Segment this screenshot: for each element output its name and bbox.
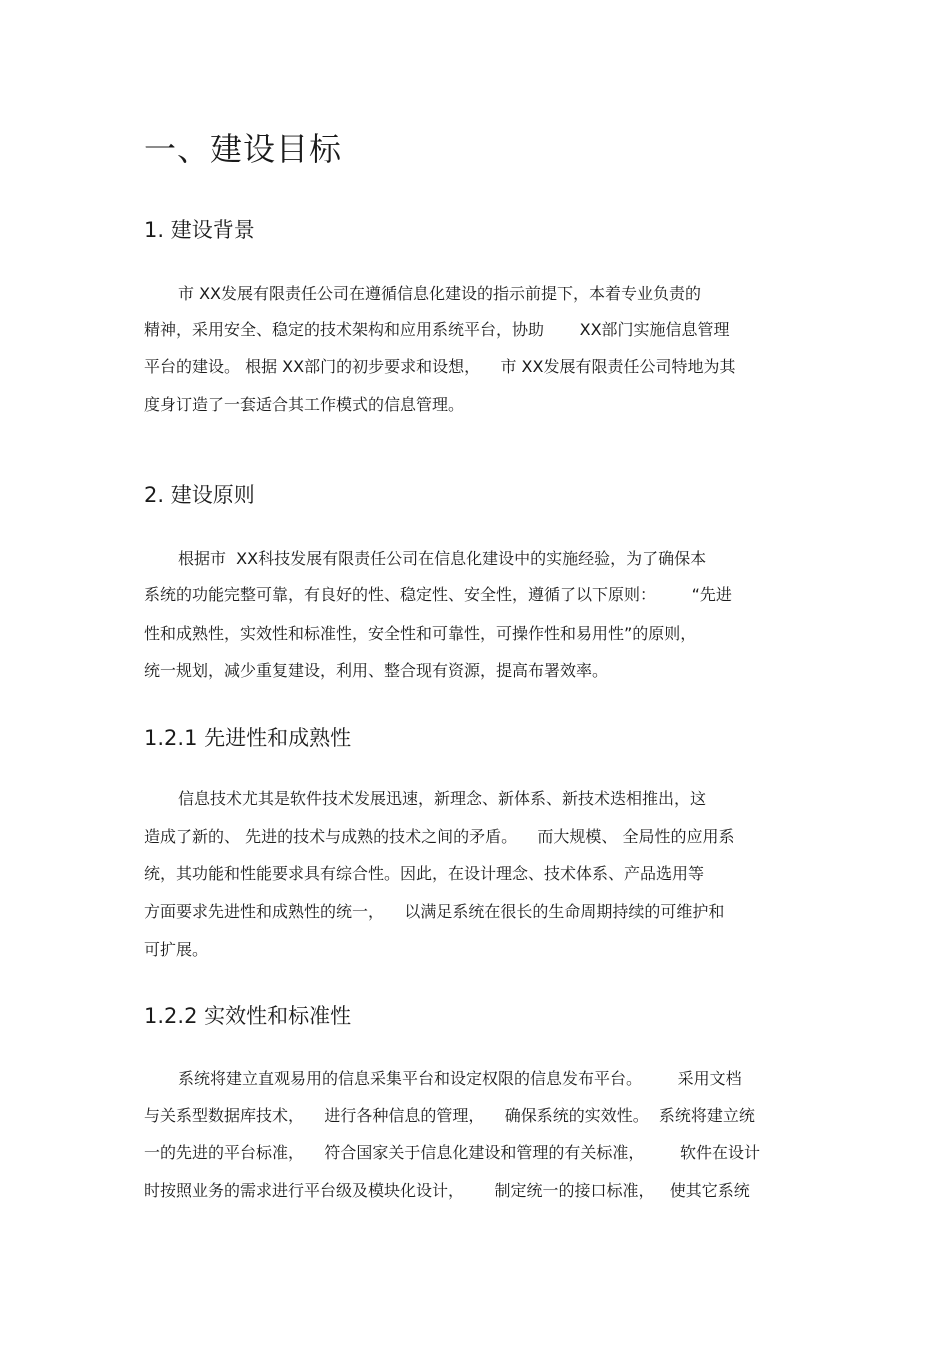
paragraph-line: 造成了新的、 先进的技术与成熟的技术之间的矛盾。 而大规模、 全局性的应用系 <box>144 827 735 846</box>
section-heading-principles: 2. 建设原则 <box>144 483 255 507</box>
paragraph-line: 根据市 XX科技发展有限责任公司在信息化建设中的实施经验，为了确保本 <box>178 549 707 568</box>
paragraph-line: 度身订造了一套适合其工作模式的信息管理。 <box>144 395 465 414</box>
paragraph-line: 一的先进的平台标准， 符合国家关于信息化建设和管理的有关标准， 软件在设计 <box>144 1143 760 1162</box>
paragraph-line: 系统的功能完整可靠，有良好的性、稳定性、安全性，遵循了以下原则： “先进 <box>144 585 732 604</box>
paragraph-line: 市 XX发展有限责任公司在遵循信息化建设的指示前提下，本着专业负责的 <box>178 284 702 303</box>
paragraph-line: 统一规划，减少重复建设，利用、整合现有资源，提高布署效率。 <box>144 661 609 680</box>
paragraph-line: 可扩展。 <box>144 940 209 959</box>
paragraph-line: 与关系型数据库技术， 进行各种信息的管理， 确保系统的实效性。 系统将建立统 <box>144 1106 755 1125</box>
paragraph-line: 系统将建立直观易用的信息采集平台和设定权限的信息发布平台。 采用文档 <box>178 1069 742 1088</box>
paragraph-line: 方面要求先进性和成熟性的统一， 以满足系统在很长的生命周期持续的可维护和 <box>144 902 725 921</box>
paragraph-line: 时按照业务的需求进行平台级及模块化设计， 制定统一的接口标准， 使其它系统 <box>144 1181 750 1200</box>
section-heading-background: 1. 建设背景 <box>144 218 255 242</box>
paragraph-line: 统，其功能和性能要求具有综合性。因此，在设计理念、技术体系、产品选用等 <box>144 864 705 883</box>
section-heading-advanced-mature: 1.2.1 先进性和成熟性 <box>144 726 352 750</box>
page-title: 一、建设目标 <box>144 130 343 168</box>
paragraph-line: 平台的建设。 根据 XX部门的初步要求和设想， 市 XX发展有限责任公司特地为其 <box>144 357 736 376</box>
paragraph-line: 信息技术尤其是软件技术发展迅速，新理念、新体系、新技术迭相推出，这 <box>178 789 707 808</box>
paragraph-line: 性和成熟性，实效性和标准性，安全性和可靠性，可操作性和易用性”的原则， <box>144 624 697 643</box>
paragraph-line: 精神，采用安全、稳定的技术架构和应用系统平台，协助 XX部门实施信息管理 <box>144 320 730 339</box>
section-heading-effective-standard: 1.2.2 实效性和标准性 <box>144 1004 352 1028</box>
